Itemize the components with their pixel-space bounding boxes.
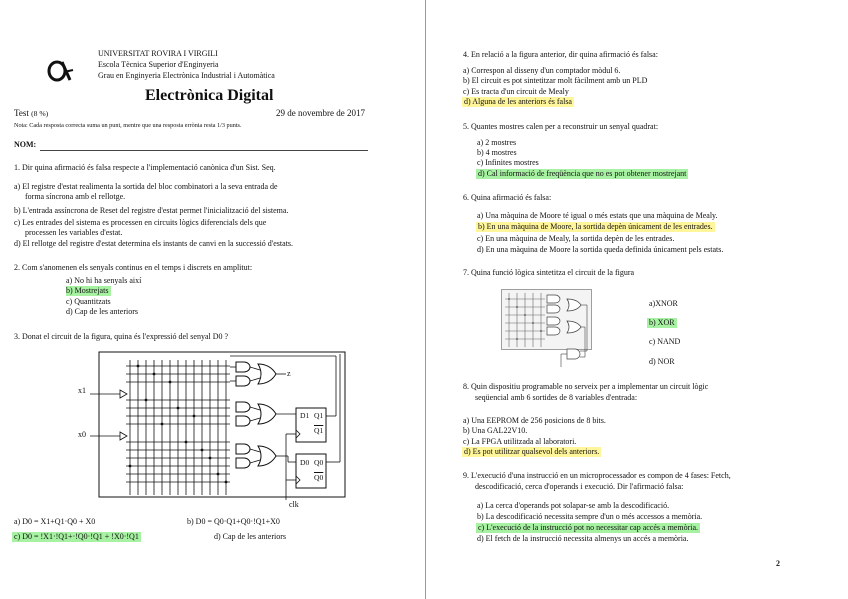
- question-9-cont: descodificació, cerca d'operands i execució. Dir l'afirmació falsa:: [475, 482, 684, 491]
- q4-option-a[interactable]: a) Correspon al disseny d'un comptador mòdul 6.: [463, 66, 621, 75]
- q3-label-clk: clk: [289, 500, 299, 509]
- course-title: Electrònica Digital: [145, 87, 274, 104]
- q7-option-d[interactable]: d) NOR: [649, 357, 675, 366]
- name-field[interactable]: [40, 150, 368, 151]
- q9-option-b[interactable]: b) La descodificació necessita sempre d'un o més accessos a memòria.: [477, 512, 703, 521]
- q3-label-z: z: [287, 369, 291, 378]
- q3-circuit-diagram: [90, 350, 350, 515]
- university-name: UNIVERSITAT ROVIRA I VIRGILI: [98, 49, 218, 58]
- q3-label-x0: x0: [78, 430, 86, 439]
- q7-option-b[interactable]: b) XOR: [649, 318, 675, 327]
- school-name: Escola Tècnica Superior d'Enginyeria: [98, 60, 219, 69]
- q1-option-a-cont: forma síncrona amb el rellotge.: [25, 192, 126, 201]
- q8-option-c[interactable]: c) La FPGA utilitzada al laboratori.: [463, 437, 577, 446]
- page-number: 2: [776, 559, 780, 568]
- test-label: Test (8 %): [14, 108, 49, 118]
- q4-option-d[interactable]: d) Alguna de les anteriors és falsa: [464, 97, 572, 106]
- q8-option-d[interactable]: d) Es pot utilitzar qualsevol dels anteriors.: [464, 447, 600, 456]
- q3-label-x1: x1: [78, 386, 86, 395]
- q2-option-a[interactable]: a) No hi ha senyals així: [66, 276, 142, 285]
- q8-option-b[interactable]: b) Una GAL22V10.: [463, 426, 528, 435]
- q2-option-d[interactable]: d) Cap de les anteriors: [66, 307, 138, 316]
- q5-option-b[interactable]: b) 4 mostres: [477, 148, 517, 157]
- q7-option-c[interactable]: c) NAND: [649, 337, 681, 346]
- q2-option-c[interactable]: c) Quantitzats: [66, 297, 111, 306]
- q3-label-q0n: Q0: [314, 473, 324, 482]
- q3-option-c[interactable]: c) D0 = !X1·!Q1+·!Q0·!Q1 + !X0·!Q1: [14, 532, 139, 541]
- question-9: 9. L'execució d'una instrucció en un microprocessador es compon de 4 fases: Fetch,: [463, 471, 731, 480]
- q9-option-c[interactable]: c) L'execució de la instrucció pot no necessitar cap accés a memòria.: [478, 523, 699, 532]
- right-page: [427, 0, 848, 599]
- q3-label-d1: D1: [300, 411, 310, 420]
- name-label: NOM:: [14, 140, 37, 149]
- q1-option-c[interactable]: c) Les entrades del sistema es processen en circuits lògics diferencials dels que: [14, 218, 267, 227]
- q6-option-b[interactable]: b) En una màquina de Moore, la sortida depèn únicament de les entrades.: [478, 222, 713, 231]
- q3-label-d0: D0: [300, 458, 310, 467]
- q7-option-a[interactable]: a)XNOR: [649, 299, 678, 308]
- q1-option-a[interactable]: a) El registre d'estat realimenta la sortida del bloc combinatori a la seva entrada de: [14, 182, 278, 191]
- q5-option-d[interactable]: d) Cal informació de freqüència que no es pot obtener mostrejant: [478, 169, 687, 178]
- q8-option-a[interactable]: a) Una EEPROM de 256 posicions de 8 bits.: [463, 416, 606, 425]
- question-4: 4. En relació a la figura anterior, dir quina afirmació és falsa:: [463, 50, 658, 59]
- q3-option-a[interactable]: a) D0 = X1+Q1·Q0 + X0: [14, 517, 96, 526]
- q4-option-b[interactable]: b) El circuit es pot sintetitzar molt fàcilment amb un PLD: [463, 76, 648, 85]
- question-5: 5. Quantes mostres calen per a reconstruir un senyal quadrat:: [463, 122, 659, 131]
- q5-option-a[interactable]: a) 2 mostres: [477, 138, 517, 147]
- q9-option-d[interactable]: d) El fetch de la instrucció necessita almenys un accés a memòria.: [477, 534, 689, 543]
- q9-option-a[interactable]: a) La cerca d'operands pot solapar-se amb la descodificació.: [477, 501, 670, 510]
- q3-option-b[interactable]: b) D0 = Q0·Q1+Q0·!Q1+X0: [187, 517, 280, 526]
- q3-label-q1n: Q1: [314, 426, 324, 435]
- q5-option-c[interactable]: c) Infinites mostres: [477, 158, 539, 167]
- q1-option-b[interactable]: b) L'entrada assíncrona de Reset del registre d'estat permet l'inicialització del sistema.: [14, 206, 289, 215]
- q3-label-q0: Q0: [314, 458, 324, 467]
- q3-option-d[interactable]: d) Cap de les anteriors: [214, 532, 286, 541]
- exam-date: 29 de novembre de 2017: [276, 108, 365, 118]
- q1-option-d[interactable]: d) El rellotge del registre d'estat determina els instants de canvi en la successió d'estats.: [14, 239, 294, 248]
- q2-option-b[interactable]: b) Mostrejats: [66, 286, 111, 296]
- q6-option-d[interactable]: d) En una màquina de Moore la sortida queda definida únicament pels estats.: [477, 245, 724, 254]
- q4-option-c[interactable]: c) Es tracta d'un circuit de Mealy: [463, 87, 569, 96]
- question-7: 7. Quina funció lògica sintetitza el circuit de la figura: [463, 268, 635, 277]
- q6-option-c[interactable]: c) En una màquina de Mealy, la sortida depèn de les entrades.: [477, 234, 675, 243]
- question-2: 2. Com s'anomenen els senyals continus en el temps i discrets en amplitut:: [14, 263, 253, 272]
- q3-label-q1: Q1: [314, 411, 324, 420]
- question-3: 3. Donat el circuit de la figura, quina és l'expressió del senyal D0 ?: [14, 332, 229, 341]
- university-logo-icon: [46, 58, 74, 84]
- question-6: 6. Quina afirmació és falsa:: [463, 193, 552, 202]
- q7-circuit-diagram: [501, 289, 593, 371]
- grading-note: Nota: Cada resposta correcta suma un punt, mentre que una resposta errònia resta 1/3 punts.: [14, 122, 242, 129]
- q6-option-a[interactable]: a) Una màquina de Moore té igual o més estats que una màquina de Mealy.: [477, 211, 718, 220]
- q1-option-c-cont: processen les variables d'estat.: [25, 228, 123, 237]
- degree-name: Grau en Enginyeria Electrònica Industrial i Automàtica: [98, 71, 275, 80]
- question-1: 1. Dir quina afirmació és falsa respecte a l'implementació canònica d'un Sist. Seq.: [14, 163, 276, 172]
- question-8-cont: seqüencial amb 6 sortides de 8 variables d'entrada:: [475, 393, 638, 402]
- question-8: 8. Quin dispositiu programable no serveix per a implementar un circuit lògic: [463, 382, 709, 391]
